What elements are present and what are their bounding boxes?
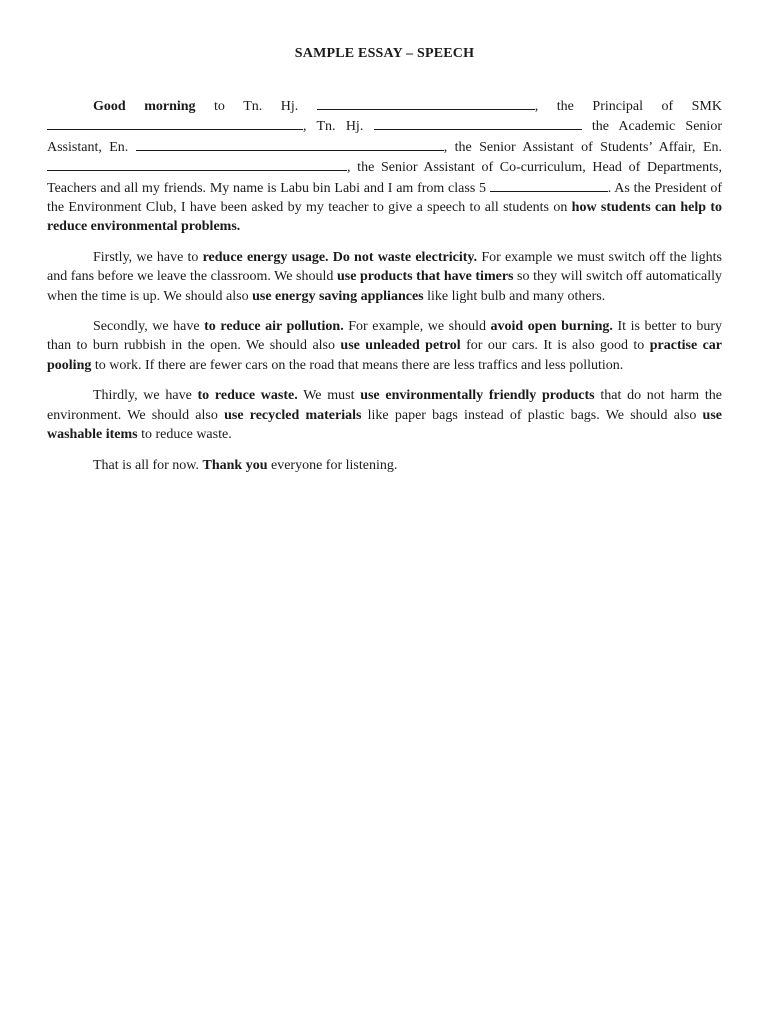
school-name-blank [47,116,303,130]
p3-text-a: Thirdly, we have [93,388,198,404]
p1-text-a: Firstly, we have to [93,249,203,265]
intro-text-6: , the Senior Assistant of Co-curriculum, Head of Departments, Teachers and all my friends. My name is Labu bin Labi and I am from class 5 [47,160,722,196]
p3-text-e: like paper bags instead of plastic bags. We should also [361,407,703,423]
p1-bold-1: reduce energy usage. Do not waste electricity. [202,249,478,265]
closing-text-a: That is all for now. [93,457,203,473]
closing-text-c: everyone for listening. [267,457,398,473]
cocurriculum-assistant-name-blank [47,157,347,171]
p2-text-a: Secondly, we have [93,319,205,335]
p3-bold-1: to reduce waste. [197,388,298,404]
p2-bold-1: to reduce air pollution. [204,319,344,335]
p3-text-f: to reduce waste. [137,427,232,443]
intro-text-5: , the Senior Assistant of Students’ Affair, En. [443,139,722,155]
p2-text-d: It is better to bury than to burn rubbish in the open. We should also [47,319,723,354]
intro-text-2: , the Principal of SMK [534,99,722,114]
speech-topic: how students can help to reduce environmental problems. [47,200,723,235]
p2-text-c: For example, we should [343,319,491,335]
p2-bold-4: practise car pooling [47,338,723,373]
principal-name-blank [317,96,535,110]
closing-paragraph [47,456,722,475]
academic-assistant-name-blank [374,116,582,130]
p1-bold-3: use energy saving appliances [252,288,424,304]
p1-text-d: so they will switch off automatically when the time is up. We should also [47,269,723,304]
p2-bold-2: avoid open burning. [490,319,613,335]
paragraph-waste [47,386,722,444]
p3-bold-3: use recycled materials [224,407,362,423]
p3-text-d: that do not harm the environment. We should also [47,388,723,423]
intro-text-3: , Tn. Hj. [303,119,374,135]
p1-text-c: For example we must switch off the lights and fans before we leave the classroom. We should [47,249,722,285]
p2-text-e: for our cars. It is also good to [460,338,650,354]
document-page [47,44,722,486]
p1-text-e: like light bulb and many others. [423,288,606,304]
intro-text-7: . As the President of the Environment Club, I have been asked by my teacher to give a speech to all students on [47,180,722,216]
class-name-blank [490,178,608,192]
greeting-text: Good morning [93,99,196,114]
closing-bold: Thank you [202,457,268,473]
intro-text-1: to Tn. Hj. [195,99,317,114]
p2-bold-3: use unleaded petrol [340,338,461,354]
p3-bold-2: use environmentally friendly products [360,388,595,404]
paragraph-air-pollution [47,317,722,375]
p2-text-f: to work. If there are fewer cars on the road that means there are less traffics and less pollution. [91,357,624,373]
p3-bold-4: use washable items [47,407,722,443]
p3-text-c: We must [297,388,361,404]
intro-text-4: the Academic Senior Assistant, En. [47,119,722,155]
student-affair-assistant-name-blank [136,137,444,151]
intro-paragraph [47,96,722,237]
p1-bold-2: use products that have timers [336,269,514,285]
paragraph-energy [47,248,722,306]
essay-title: SAMPLE ESSAY – SPEECH [294,46,475,61]
